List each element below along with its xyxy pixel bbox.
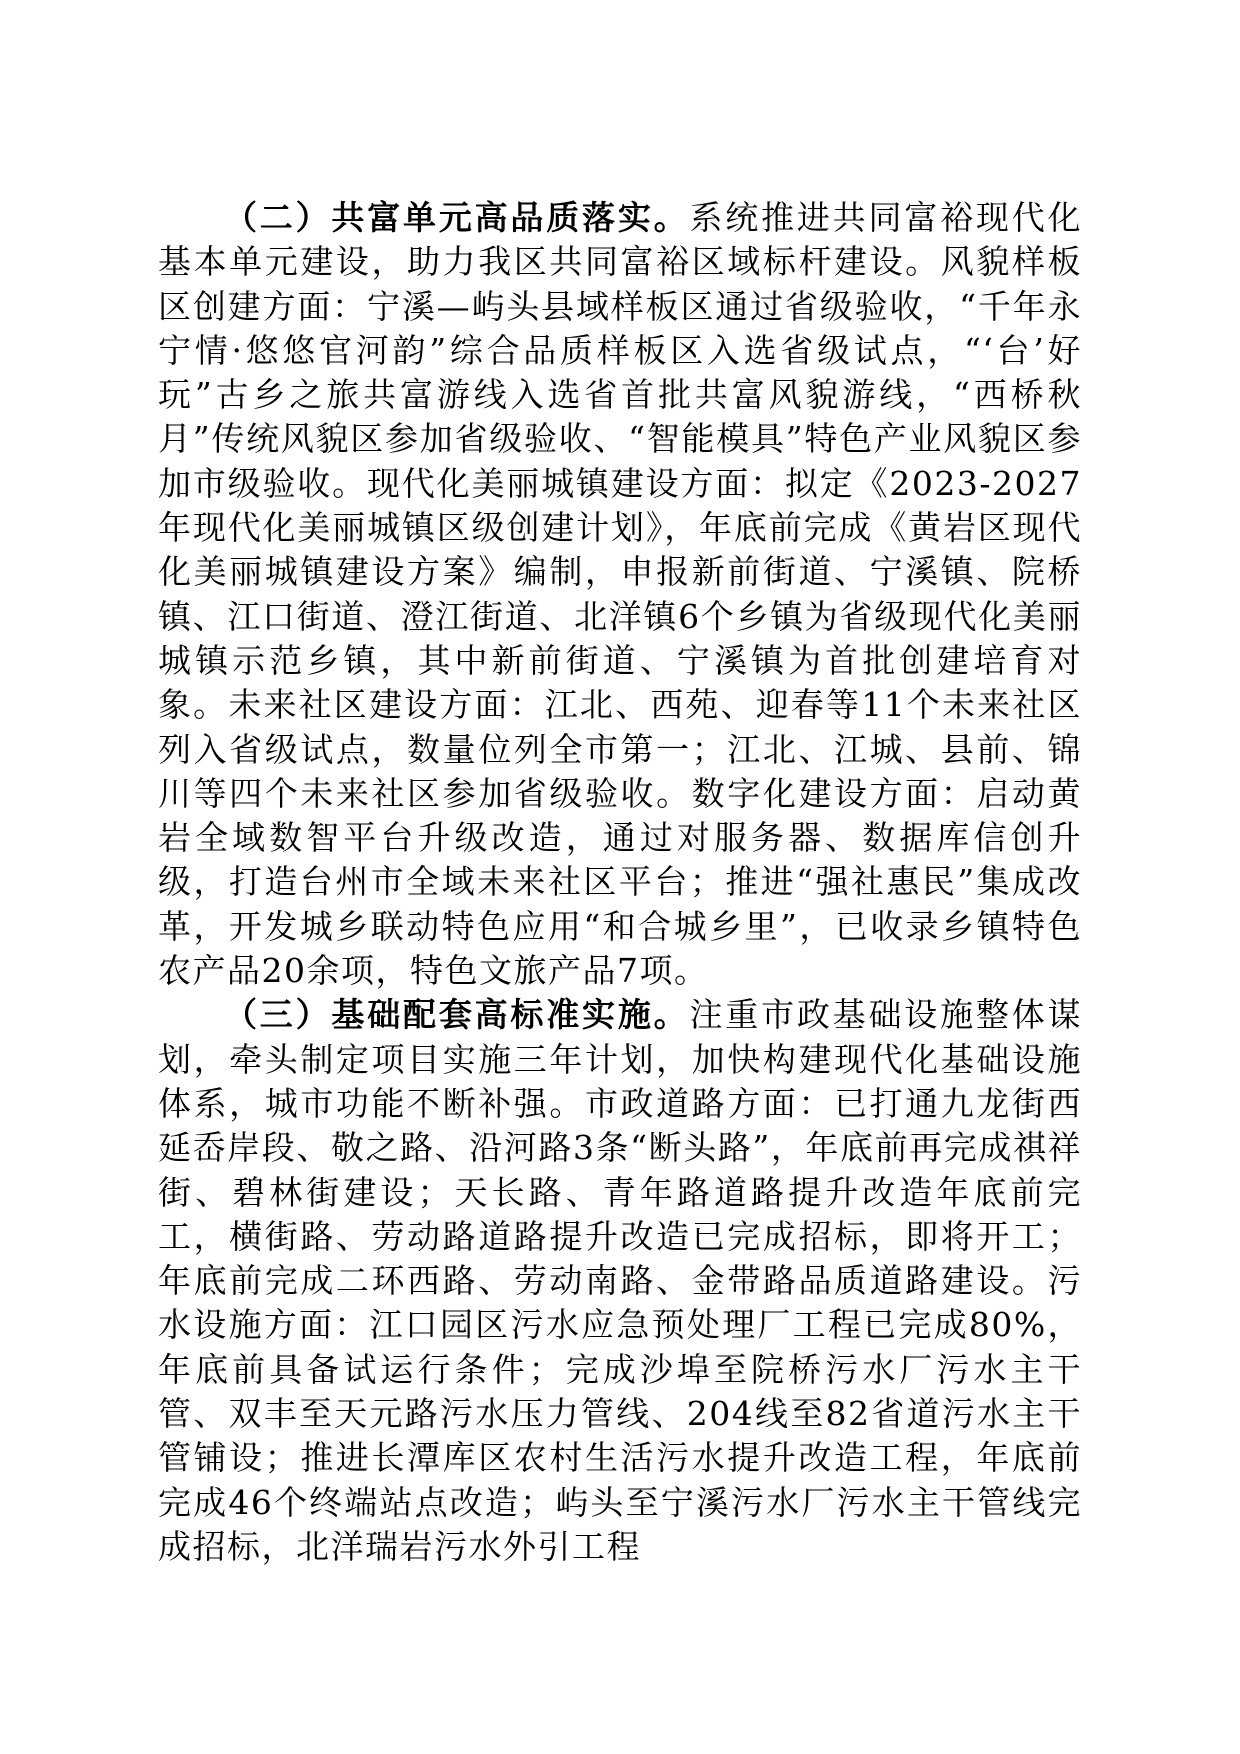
paragraph-heading: （三）基础配套高标准实施。	[224, 995, 690, 1035]
paragraph-common-prosperity	[158, 196, 1082, 993]
paragraph-infrastructure	[158, 993, 1082, 1569]
document-page	[158, 196, 1082, 1569]
paragraph-body: 注重市政基础设施整体谋划，牵头制定项目实施三年计划，加快构建现代化基础设施体系，城市功能不断补强。市政道路方面：已打通九龙街西延岙岸段、敬之路、沿河路3条“断头路”，年底前再完成祺祥街、碧林街建设；天长路、青年路道路提升改造年底前完工，横街路、劳动路道路提升改造已完成招标，即将开工；年底前完成二环西路、劳动南路、金带路品质道路建设。污水设施方面：江口园区污水应急预处理厂工程已完成80%，年底前具备试运行条件；完成沙埠至院桥污水厂污水主干管、双丰至天元路污水压力管线、204线至82省道污水主干管铺设；推进长潭库区农村生活污水提升改造工程，年底前完成46个终端站点改造；屿头至宁溪污水厂污水主干管线完成招标，北洋瑞岩污水外引工程	[158, 995, 1083, 1566]
paragraph-heading: （二）共富单元高品质落实。	[224, 198, 690, 237]
paragraph-body: 系统推进共同富裕现代化基本单元建设，助力我区共同富裕区域标杆建设。风貌样板区创建方面：宁溪—屿头县域样板区通过省级验收，“千年永宁情·悠悠官河韵”综合品质样板区入选省级试点，“‘台’好玩”古乡之旅共富游线入选省首批共富风貌游线，“西桥秋月”传统风貌区参加省级验收、“智能模具”特色产业风貌区参加市级验收。现代化美丽城镇建设方面：拟定《2023-2027年现代化美丽城镇区级创建计划》，年底前完成《黄岩区现代化美丽城镇建设方案》编制，申报新前街道、宁溪镇、院桥镇、江口街道、澄江街道、北洋镇6个乡镇为省级现代化美丽城镇示范乡镇，其中新前街道、宁溪镇为首批创建培育对象。未来社区建设方面：江北、西苑、迎春等11个未来社区列入省级试点，数量位列全市第一；江北、江城、县前、锦川等四个未来社区参加省级验收。数字化建设方面：启动黄岩全域数智平台升级改造，通过对服务器、数据库信创升级，打造台州市全域未来社区平台；推进“强社惠民”集成改革，开发城乡联动特色应用“和合城乡里”，已收录乡镇特色农产品20余项，特色文旅产品7项。	[158, 198, 1083, 991]
